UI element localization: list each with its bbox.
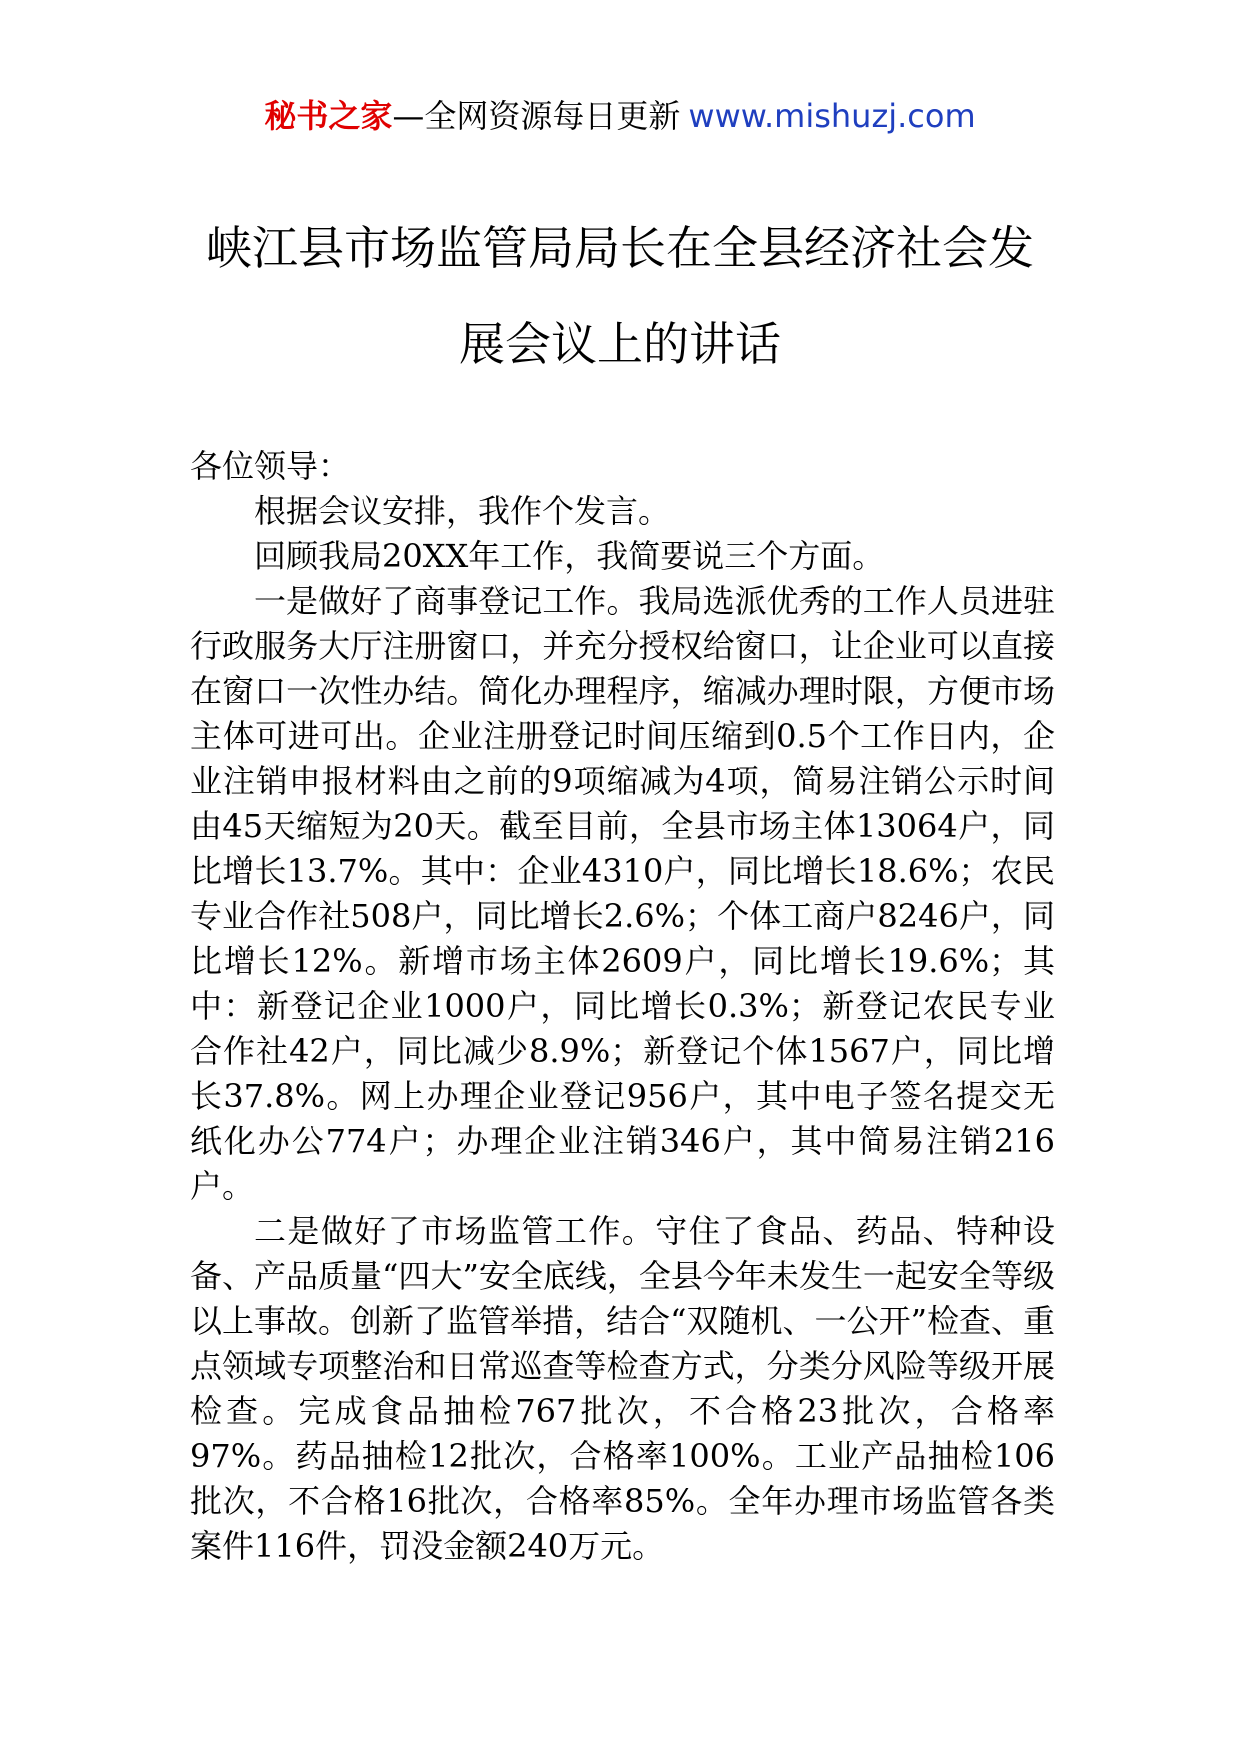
site-url-link[interactable]: www.mishuzj.com — [688, 97, 976, 135]
document-title-line-1: 峡江县市场监管局局长在全县经济社会发 — [206, 221, 1034, 275]
paragraph-intro: 根据会议安排，我作个发言。 — [254, 492, 671, 530]
site-header — [0, 96, 1240, 136]
paragraph-supervision: 二是做好了市场监管工作。守住了食品、药品、特种设备、产品质量“四大”安全底线，全县今年未发生一起安全等级以上事故。创新了监管举措，结合“双随机、一公开”检查、重点领域专项整治和日常巡查等检查方式，分类分风险等级开展检查。完成食品抽检767批次，不合格23批次，合格率97%。药品抽检12批次，合格率100%。工业产品抽检106批次，不合格16批次，合格率85%。全年办理市场监管各类案件116件，罚没金额240万元。 — [190, 1212, 1055, 1565]
site-brand: 秘书之家 — [264, 97, 393, 135]
salutation: 各位领导： — [190, 447, 351, 485]
site-tagline: —全网资源每日更新 — [392, 97, 681, 135]
document-body — [190, 444, 1055, 1569]
paragraph-registration: 一是做好了商事登记工作。我局选派优秀的工作人员进驻行政服务大厅注册窗口，并充分授权给窗口，让企业可以直接在窗口一次性办结。简化办理程序，缩减办理时限，方便市场主体可进可出。企业注册登记时间压缩到0.5个工作日内，企业注销申报材料由之前的9项缩减为4项，简易注销公示时间由45天缩短为20天。截至目前，全县市场主体13064户，同比增长13.7%。其中：企业4310户，同比增长18.6%；农民专业合作社508户，同比增长2.6%；个体工商户8246户，同比增长12%。新增市场主体2609户，同比增长19.6%；其中：新登记企业1000户，同比增长0.3%；新登记农民专业合作社42户，同比减少8.9%；新登记个体1567户，同比增长37.8%。网上办理企业登记956户，其中电子签名提交无纸化办公774户；办理企业注销346户，其中简易注销216户。 — [190, 582, 1055, 1205]
document-title — [170, 200, 1070, 392]
document-title-line-2: 展会议上的讲话 — [459, 317, 781, 371]
paragraph-review: 回顾我局20XX年工作，我简要说三个方面。 — [254, 537, 885, 575]
